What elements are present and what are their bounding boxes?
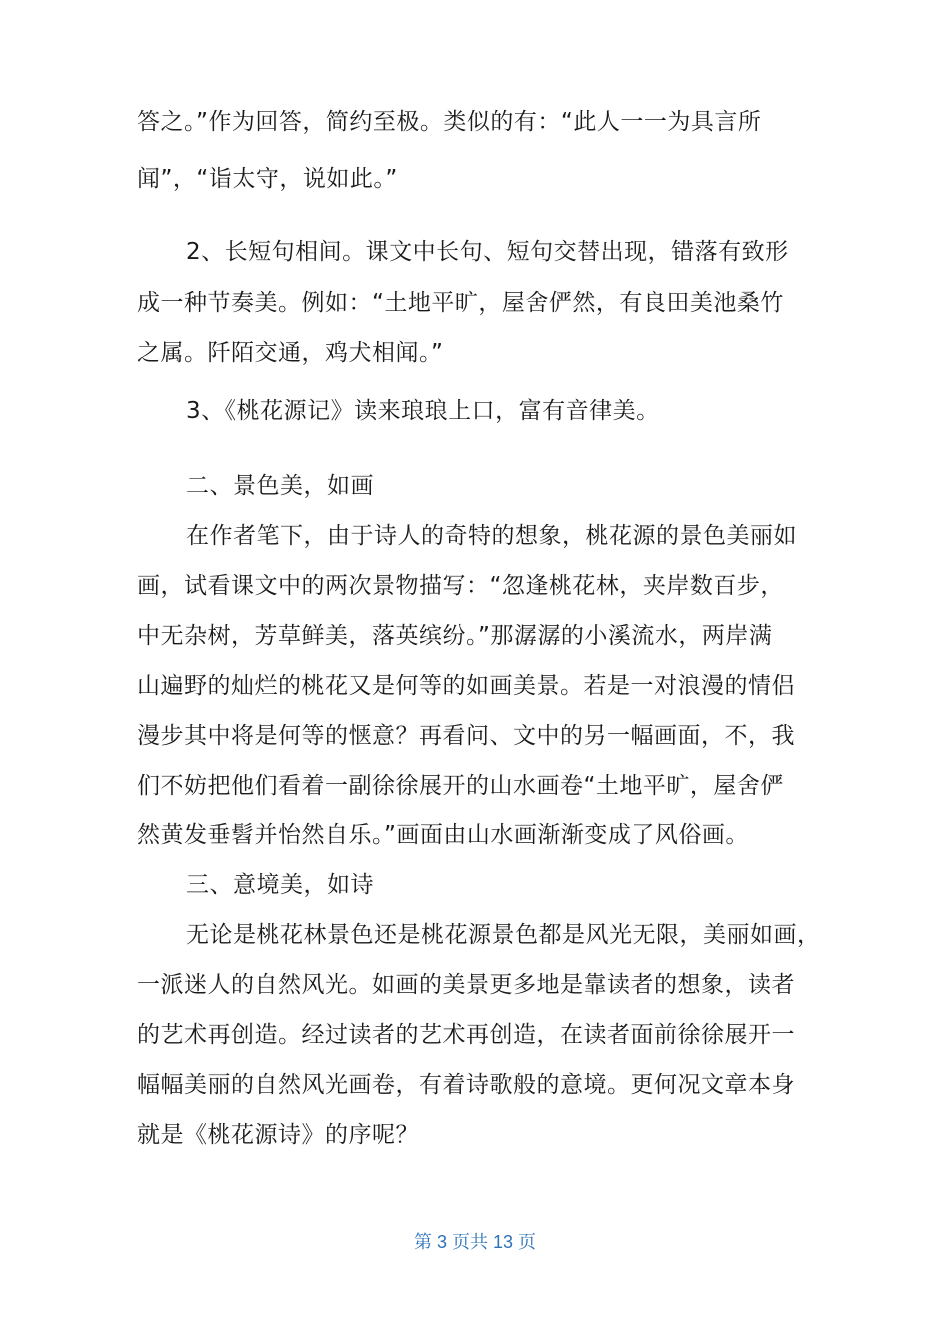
paragraph-line: 画，试看课文中的两次景物描写：“忽逢桃花林，夹岸数百步， bbox=[137, 573, 784, 599]
paragraph-line: 的艺术再创造。经过读者的艺术再创造，在读者面前徐徐展开一 bbox=[137, 1022, 795, 1048]
page-number-footer: 第 3 页共 13 页 bbox=[413, 1232, 537, 1252]
paragraph-line: 一派迷人的自然风光。如画的美景更多地是靠读者的想象，读者 bbox=[137, 972, 795, 998]
paragraph-line: 2、长短句相间。课文中长句、短句交替出现，错落有致形 bbox=[186, 239, 789, 265]
paragraph-line: 在作者笔下，由于诗人的奇特的想象，桃花源的景色美丽如 bbox=[186, 523, 797, 549]
paragraph-line: 之属。阡陌交通，鸡犬相闻。” bbox=[137, 340, 444, 366]
paragraph-line: 成一种节奏美。例如：“土地平旷，屋舍俨然，有良田美池桑竹 bbox=[137, 290, 784, 316]
paragraph-line: 3、《桃花源记》读来琅琅上口，富有音律美。 bbox=[186, 398, 660, 424]
section-heading: 二、景色美，如画 bbox=[186, 473, 374, 499]
paragraph-line: 就是《桃花源诗》的序呢？ bbox=[137, 1122, 419, 1148]
paragraph-line: 幅幅美丽的自然风光画卷，有着诗歌般的意境。更何况文章本身 bbox=[137, 1072, 795, 1098]
paragraph-line: 答之。”作为回答，简约至极。类似的有：“此人一一为具言所 bbox=[137, 109, 762, 135]
paragraph-line: 无论是桃花林景色还是桃花源景色都是风光无限，美丽如画， bbox=[186, 922, 821, 948]
paragraph-line: 漫步其中将是何等的惬意？再看问、文中的另一幅画面，不，我 bbox=[137, 723, 795, 749]
paragraph-line: 们不妨把他们看着一副徐徐展开的山水画卷“土地平旷，屋舍俨 bbox=[137, 773, 784, 799]
paragraph-line: 中无杂树，芳草鲜美，落英缤纷。”那潺潺的小溪流水，两岸满 bbox=[137, 623, 773, 649]
paragraph-line: 然黄发垂髫并怡然自乐。”画面由山水画渐渐变成了风俗画。 bbox=[137, 822, 749, 848]
section-heading: 三、意境美，如诗 bbox=[186, 872, 374, 898]
paragraph-line: 闻”，“诣太守，说如此。” bbox=[137, 166, 398, 192]
paragraph-line: 山遍野的灿烂的桃花又是何等的如画美景。若是一对浪漫的情侣 bbox=[137, 673, 795, 699]
